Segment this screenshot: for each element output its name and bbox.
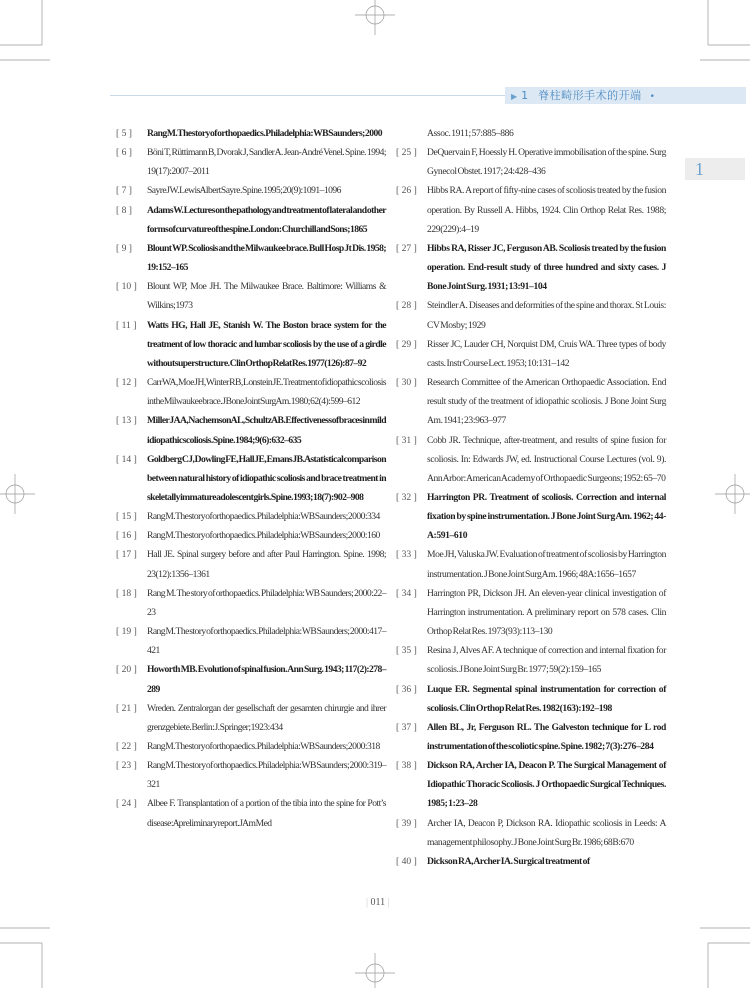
reference-item [396, 718, 666, 756]
reference-text: Luque ER. Segmental spinal instrumentation for correction of scoliosis. Clin Orthop Relat Res. 1982(163):192–198 [427, 683, 666, 714]
reference-number: [ 5 ] [116, 128, 132, 139]
reference-number: [ 29 ] [396, 338, 417, 350]
reference-text: Sayre JW. Lewis Albert Sayre. Spine. 1995; 20(9):1091–1096 [147, 185, 341, 197]
reference-text: DeQuervain F, Hoessly H. Operative immobilisation of the spine. Surg Gynecol Obstet. 1917; 24:428–436 [427, 147, 666, 178]
reference-item [116, 201, 386, 239]
reference-text: Rang M. The story of orthopaedics. Philadelphia: WB Saunders; 2000:417–421 [147, 626, 386, 657]
reference-number: [ 34 ] [396, 587, 417, 599]
reference-item [116, 450, 386, 507]
reference-item [396, 545, 666, 583]
reference-number: [ 7 ] [116, 185, 132, 197]
reference-number: [ 9 ] [116, 242, 132, 254]
reference-number: [ 36 ] [396, 683, 417, 695]
reference-number: [ 13 ] [116, 415, 137, 427]
reference-number: [ 8 ] [116, 204, 132, 216]
header-bullet: • [649, 92, 655, 102]
reference-number: [ 32 ] [396, 491, 417, 503]
reference-number: [ 19 ] [116, 626, 137, 638]
references-left-column [116, 124, 386, 833]
reference-item [116, 545, 386, 583]
reference-text: Blount WP, Moe JH. The Milwaukee Brace. Baltimore: Williams & Wilkins; 1973 [147, 281, 386, 312]
reference-text: Blount WP. Scoliosis and the Milwaukee brace. Bull Hosp Jt Dis. 1958; 19:152–165 [147, 242, 386, 274]
reference-text: Hall JE. Spinal surgery before and after Paul Harrington. Spine. 1998; 23(12):1356–1361 [147, 549, 386, 580]
reference-continuation: Assoc. 1911; 57:885–886 [427, 128, 514, 139]
reference-text: Rang M. The story of orthopaedics. Philadelphia: WB Saunders; 2000:334 [147, 511, 380, 523]
references-right-column [396, 124, 666, 871]
reference-item [116, 737, 386, 756]
reference-text: Dickson RA, Archer IA. Surgical treatment of [427, 855, 590, 867]
reference-number: [ 23 ] [116, 760, 137, 772]
reference-text: Moe JH, Valuska JW. Evaluation of treatment of scoliosis by Harrington instrumentation. J Bone Joint Surg Am. 1966; 48A:1656–1657 [427, 549, 666, 580]
reference-text: Harrington PR. Treatment of scoliosis. Correction and internal fixation by spine instrumentation. J Bone Joint Surg Am. 1962; 44-A:591–610 [427, 491, 666, 542]
page-number: | 011 | [366, 897, 390, 908]
reference-item [116, 277, 386, 315]
triangle-icon: ▶ [511, 92, 518, 101]
chapter-tab: 1 [685, 158, 745, 180]
reference-number: [ 15 ] [116, 511, 137, 523]
reference-item [116, 699, 386, 737]
reference-number: [ 24 ] [116, 798, 137, 810]
reference-text: Adams W. Lectures on the pathology and treatment of lateral and other forms of curvature of the spine. London: Churchill and Sons; 1865 [147, 204, 386, 235]
reference-item [396, 814, 666, 852]
reference-number: [ 26 ] [396, 185, 417, 197]
reference-text: Goldberg CJ, Dowling FE, Hall JE, Emans JB. A statistical comparison between natural history of idiopathic scoliosis and brace treatment in skeletally immature adolescent girls. Spine. 1993; 18(7):902–908 [147, 453, 386, 503]
reference-text: Rang M. The story of orthopaedics. Philadelphia: WB Saunders; 2000: 319–321 [147, 760, 386, 791]
reference-text: Hibbs RA. A report of fifty-nine cases of scoliosis treated by the fusion operation. By Russell A. Hibbs, 1924. Clin Orthop Relat Res. 1988; 229(229):4–19 [427, 185, 666, 235]
reference-text: Risser JC, Lauder CH, Norquist DM, Cruis WA. Three types of body casts. Instr Course Lect. 1953; 10:131–142 [427, 338, 666, 369]
reference-item [396, 143, 666, 181]
reference-number: [ 10 ] [116, 281, 137, 293]
reference-number: [ 22 ] [116, 741, 137, 752]
reference-number: [ 18 ] [116, 587, 137, 599]
reference-text: Steindler A. Diseases and deformities of the spine and thorax. St Louis: CV Mosby; 1929 [427, 300, 666, 331]
reference-number: [ 38 ] [396, 760, 417, 772]
reference-text: Howorth MB. Evolution of spinal fusion. Ann Surg. 1943; 117(2):278–289 [147, 664, 386, 695]
reference-text: Research Committee of the American Orthopaedic Association. End result study of the treatment of idiopathic scoliosis. J Bone Joint Surg Am. 1941; 23:963–977 [427, 377, 666, 427]
reference-text: Rang M. The story of orthopaedics. Philadelphia: WB Saunders; 2000:318 [147, 741, 380, 752]
reference-item [116, 124, 386, 143]
chapter-title: 脊柱畸形手术的开端 [538, 89, 642, 102]
reference-item [116, 181, 386, 200]
reference-item [396, 181, 666, 238]
reference-item [116, 507, 386, 526]
reference-number: [ 25 ] [396, 147, 417, 159]
reference-item [396, 296, 666, 334]
reference-item [396, 335, 666, 373]
reference-text: Hibbs RA, Risser JC, Ferguson AB. Scoliosis treated by the fusion operation. End-result study of three hundred and sixty cases. J Bone Joint Surg. 1931; 13:91–104 [427, 242, 666, 293]
running-header [505, 87, 746, 104]
reference-text: Harrington PR, Dickson JH. An eleven-year clinical investigation of Harrington instrumentation. A preliminary report on 578 cases. Clin Orthop Relat Res. 1973(93):113–130 [427, 587, 666, 638]
reference-item [396, 239, 666, 296]
reference-text: Resina J, Alves AF. A technique of correction and internal fixation for scoliosis. J Bone Joint Surg Br. 1977; 59(2):159–165 [427, 645, 666, 676]
reference-text: Rang M. The story of orthopaedics. Philadelphia: WB Saunders; 2000:22–23 [147, 587, 386, 618]
page-number-text: 011 [370, 897, 386, 908]
reference-text: Dickson RA, Archer IA, Deacon P. The Surgical Management of Idiopathic Thoracic Scoliosis. J Orthopaedic Surgical Techniques. 1985; 1:23–28 [427, 760, 666, 810]
reference-number: [ 21 ] [116, 702, 137, 714]
reference-number: [ 14 ] [116, 453, 137, 465]
reference-text: Allen BL, Jr, Ferguson RL. The Galveston technique for L rod instrumentation of the scoliotic spine. Spine. 1982; 7(3):276–284 [427, 721, 666, 752]
reference-text: Carr WA, Moe JH, Winter RB, Lonstein JE. Treatment of idiopathic scoliosis in the Milwaukee brace. J Bone Joint Surg Am. 1980; 62(4):599–612 [147, 377, 386, 408]
header-rule [110, 95, 505, 96]
reference-item [396, 852, 666, 871]
reference-item [116, 622, 386, 660]
reference-number: [ 11 ] [116, 319, 137, 331]
reference-number: [ 37 ] [396, 721, 417, 733]
reference-number: [ 20 ] [116, 664, 137, 676]
reference-number: [ 17 ] [116, 549, 137, 561]
reference-item [116, 143, 386, 181]
reference-item [116, 794, 386, 832]
reference-number: [ 28 ] [396, 300, 417, 312]
reference-number: [ 33 ] [396, 549, 417, 561]
reference-item [116, 526, 386, 545]
reference-text: Wreden. Zentralorgan der gesellschaft der gesamten chirurgie and ihrer grenzgebiete. Berlin: J. Springer; 1923: 434 [147, 702, 386, 733]
reference-item [396, 431, 666, 488]
reference-number: [ 31 ] [396, 434, 417, 446]
reference-number: [ 16 ] [116, 530, 137, 542]
reference-text: Böni T, Rüttimann B, Dvorak J, Sandler A. Jean-André Venel. Spine. 1994; 19(17):2007–2011 [147, 147, 386, 178]
reference-item [396, 488, 666, 545]
reference-item [396, 373, 666, 430]
reference-item [396, 680, 666, 718]
reference-item [116, 660, 386, 698]
reference-number: [ 39 ] [396, 817, 417, 829]
chapter-number: 1 [521, 89, 529, 102]
reference-number: [ 6 ] [116, 147, 132, 159]
reference-text: Watts HG, Hall JE, Stanish W. The Boston brace system for the treatment of low thoracic and lumbar scoliosis by the use of a girdle without superstructure. Clin Orthop Relat Res. 1977(126):87–92 [147, 319, 386, 369]
reference-number: [ 27 ] [396, 242, 417, 254]
reference-item [116, 373, 386, 411]
reference-item [116, 316, 386, 373]
reference-number: [ 12 ] [116, 377, 137, 389]
reference-text: Archer IA, Deacon P, Dickson RA. Idiopathic scoliosis in Leeds: A management philosophy. J Bone Joint Surg Br. 1986; 68B:670 [427, 817, 666, 848]
reference-text: Albee F. Transplantation of a portion of the tibia into the spine for Pott’s disease: A preliminary report. J Am Med [147, 798, 386, 829]
reference-text: Miller JAA, Nachemson AL, Schultz AB. Effectiveness of braces in mild idiopathic scoliosis. Spine. 1984; 9(6):632–635 [147, 415, 386, 446]
reference-text: Rang M. The story of orthopaedics. Philadelphia: WB Saunders; 2000 [147, 128, 383, 139]
reference-text: Cobb JR. Technique, after-treatment, and results of spine fusion for scoliosis. In: Edwards JW, ed. Instructional Course Lectures (vol. 9). Ann Arbor: American Academy of Orthopaedic Surgeons; 1952: 65–70 [427, 434, 666, 484]
reference-text: Rang M. The story of orthopaedics. Philadelphia: WB Saunders; 2000:160 [147, 530, 380, 542]
reference-item [396, 756, 666, 813]
reference-number: [ 40 ] [396, 855, 417, 867]
reference-item [396, 584, 666, 641]
reference-item [116, 411, 386, 449]
reference-number: [ 35 ] [396, 645, 417, 657]
reference-item [116, 584, 386, 622]
reference-item [116, 756, 386, 794]
reference-number: [ 30 ] [396, 377, 417, 389]
reference-item [116, 239, 386, 277]
reference-item [396, 641, 666, 679]
